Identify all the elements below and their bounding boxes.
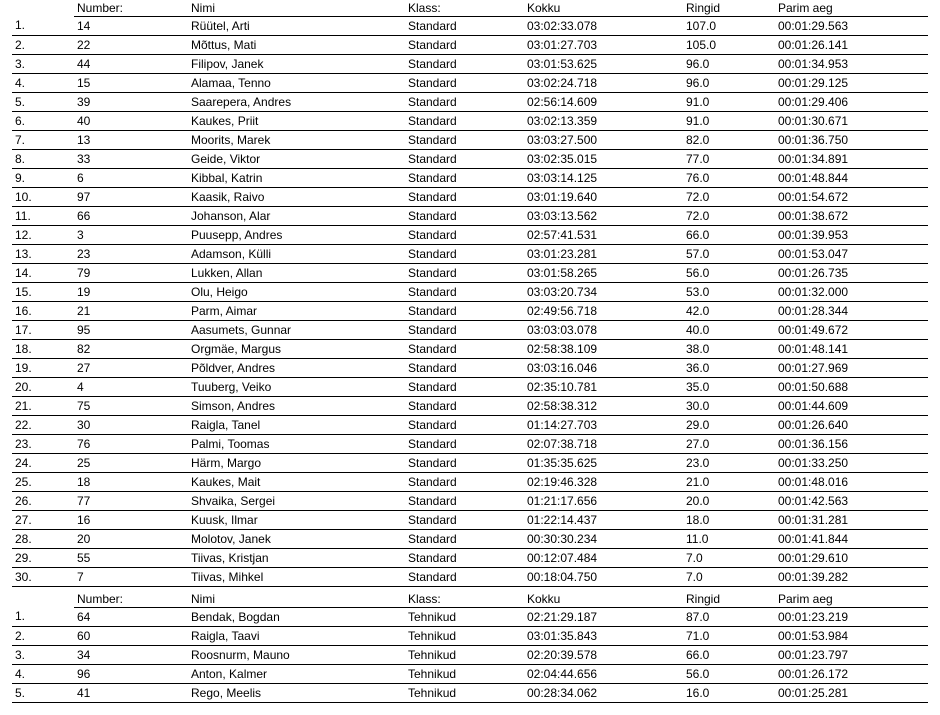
table-row [12, 549, 928, 568]
class-cell: Tehnikud [405, 627, 524, 646]
laps-cell: 11.0 [683, 530, 775, 549]
number-cell: 19 [74, 283, 188, 302]
table-row [12, 608, 928, 627]
position-cell: 12. [12, 226, 74, 245]
header-total: Kokku [524, 0, 683, 17]
number-cell: 20 [74, 530, 188, 549]
total-time-cell: 03:01:58.265 [524, 264, 683, 283]
table-row [12, 17, 928, 36]
laps-cell: 20.0 [683, 492, 775, 511]
number-cell: 21 [74, 302, 188, 321]
laps-cell: 66.0 [683, 646, 775, 665]
table-row [12, 112, 928, 131]
class-cell: Standard [405, 245, 524, 264]
class-cell: Standard [405, 492, 524, 511]
table-row [12, 530, 928, 549]
total-time-cell: 00:18:04.750 [524, 568, 683, 587]
total-time-cell: 00:28:34.062 [524, 684, 683, 703]
name-cell: Adamson, Külli [188, 245, 405, 264]
position-cell: 17. [12, 321, 74, 340]
header-position [12, 591, 74, 608]
total-time-cell: 03:02:33.078 [524, 17, 683, 36]
total-time-cell: 02:19:46.328 [524, 473, 683, 492]
header-class: Klass: [405, 0, 524, 17]
position-cell: 14. [12, 264, 74, 283]
name-cell: Molotov, Janek [188, 530, 405, 549]
best-lap-cell: 00:01:29.406 [775, 93, 928, 112]
number-cell: 77 [74, 492, 188, 511]
table-row [12, 321, 928, 340]
total-time-cell: 03:03:27.500 [524, 131, 683, 150]
number-cell: 15 [74, 74, 188, 93]
table-row [12, 397, 928, 416]
number-cell: 16 [74, 511, 188, 530]
laps-cell: 56.0 [683, 264, 775, 283]
table-row [12, 226, 928, 245]
name-cell: Puusepp, Andres [188, 226, 405, 245]
laps-cell: 42.0 [683, 302, 775, 321]
total-time-cell: 03:02:13.359 [524, 112, 683, 131]
number-cell: 75 [74, 397, 188, 416]
total-time-cell: 00:12:07.484 [524, 549, 683, 568]
position-cell: 7. [12, 131, 74, 150]
position-cell: 3. [12, 646, 74, 665]
name-cell: Tiivas, Kristjan [188, 549, 405, 568]
position-cell: 29. [12, 549, 74, 568]
class-cell: Standard [405, 530, 524, 549]
number-cell: 66 [74, 207, 188, 226]
name-cell: Moorits, Marek [188, 131, 405, 150]
header-laps: Ringid [683, 591, 775, 608]
header-best: Parim aeg [775, 0, 928, 17]
table-row [12, 74, 928, 93]
best-lap-cell: 00:01:26.640 [775, 416, 928, 435]
table-row [12, 283, 928, 302]
class-cell: Standard [405, 112, 524, 131]
results-table-tehnikud [12, 591, 928, 703]
number-cell: 22 [74, 36, 188, 55]
laps-cell: 27.0 [683, 435, 775, 454]
position-cell: 10. [12, 188, 74, 207]
position-cell: 27. [12, 511, 74, 530]
best-lap-cell: 00:01:29.125 [775, 74, 928, 93]
position-cell: 9. [12, 169, 74, 188]
table-row [12, 340, 928, 359]
total-time-cell: 03:03:20.734 [524, 283, 683, 302]
table-row [12, 55, 928, 74]
results-table-standard [12, 0, 928, 587]
best-lap-cell: 00:01:26.141 [775, 36, 928, 55]
best-lap-cell: 00:01:34.891 [775, 150, 928, 169]
laps-cell: 77.0 [683, 150, 775, 169]
number-cell: 18 [74, 473, 188, 492]
total-time-cell: 02:56:14.609 [524, 93, 683, 112]
laps-cell: 91.0 [683, 112, 775, 131]
table-row [12, 150, 928, 169]
position-cell: 19. [12, 359, 74, 378]
laps-cell: 21.0 [683, 473, 775, 492]
class-cell: Standard [405, 340, 524, 359]
class-cell: Standard [405, 549, 524, 568]
laps-cell: 82.0 [683, 131, 775, 150]
total-time-cell: 02:35:10.781 [524, 378, 683, 397]
best-lap-cell: 00:01:48.141 [775, 340, 928, 359]
name-cell: Simson, Andres [188, 397, 405, 416]
best-lap-cell: 00:01:23.219 [775, 608, 928, 627]
best-lap-cell: 00:01:32.000 [775, 283, 928, 302]
name-cell: Shvaika, Sergei [188, 492, 405, 511]
table-row [12, 302, 928, 321]
best-lap-cell: 00:01:26.172 [775, 665, 928, 684]
total-time-cell: 02:04:44.656 [524, 665, 683, 684]
class-cell: Standard [405, 454, 524, 473]
class-cell: Standard [405, 359, 524, 378]
laps-cell: 7.0 [683, 549, 775, 568]
name-cell: Kaasik, Raivo [188, 188, 405, 207]
table-row [12, 435, 928, 454]
header-name: Nimi [188, 0, 405, 17]
name-cell: Tiivas, Mihkel [188, 568, 405, 587]
class-cell: Standard [405, 435, 524, 454]
number-cell: 82 [74, 340, 188, 359]
position-cell: 1. [12, 608, 74, 627]
laps-cell: 91.0 [683, 93, 775, 112]
number-cell: 30 [74, 416, 188, 435]
position-cell: 15. [12, 283, 74, 302]
table-row [12, 359, 928, 378]
name-cell: Saarepera, Andres [188, 93, 405, 112]
name-cell: Aasumets, Gunnar [188, 321, 405, 340]
class-cell: Standard [405, 378, 524, 397]
name-cell: Raigla, Taavi [188, 627, 405, 646]
total-time-cell: 03:01:27.703 [524, 36, 683, 55]
number-cell: 41 [74, 684, 188, 703]
class-cell: Tehnikud [405, 665, 524, 684]
total-time-cell: 03:01:19.640 [524, 188, 683, 207]
number-cell: 6 [74, 169, 188, 188]
laps-cell: 36.0 [683, 359, 775, 378]
best-lap-cell: 00:01:54.672 [775, 188, 928, 207]
number-cell: 60 [74, 627, 188, 646]
laps-cell: 107.0 [683, 17, 775, 36]
class-cell: Standard [405, 226, 524, 245]
best-lap-cell: 00:01:23.797 [775, 646, 928, 665]
class-cell: Standard [405, 55, 524, 74]
header-total: Kokku [524, 591, 683, 608]
header-laps: Ringid [683, 0, 775, 17]
position-cell: 16. [12, 302, 74, 321]
position-cell: 6. [12, 112, 74, 131]
name-cell: Bendak, Bogdan [188, 608, 405, 627]
class-cell: Standard [405, 302, 524, 321]
position-cell: 20. [12, 378, 74, 397]
laps-cell: 30.0 [683, 397, 775, 416]
table-row [12, 473, 928, 492]
header-class: Klass: [405, 591, 524, 608]
total-time-cell: 02:57:41.531 [524, 226, 683, 245]
laps-cell: 72.0 [683, 188, 775, 207]
laps-cell: 16.0 [683, 684, 775, 703]
position-cell: 11. [12, 207, 74, 226]
best-lap-cell: 00:01:31.281 [775, 511, 928, 530]
table-row [12, 378, 928, 397]
total-time-cell: 03:02:24.718 [524, 74, 683, 93]
table-row [12, 264, 928, 283]
table-row [12, 245, 928, 264]
number-cell: 4 [74, 378, 188, 397]
position-cell: 2. [12, 627, 74, 646]
class-cell: Standard [405, 416, 524, 435]
best-lap-cell: 00:01:27.969 [775, 359, 928, 378]
laps-cell: 23.0 [683, 454, 775, 473]
best-lap-cell: 00:01:36.156 [775, 435, 928, 454]
table-row [12, 627, 928, 646]
position-cell: 24. [12, 454, 74, 473]
table-row [12, 169, 928, 188]
header-best: Parim aeg [775, 591, 928, 608]
name-cell: Johanson, Alar [188, 207, 405, 226]
table-row [12, 454, 928, 473]
total-time-cell: 03:03:16.046 [524, 359, 683, 378]
number-cell: 23 [74, 245, 188, 264]
table-row [12, 568, 928, 587]
laps-cell: 105.0 [683, 36, 775, 55]
class-cell: Standard [405, 264, 524, 283]
total-time-cell: 02:07:38.718 [524, 435, 683, 454]
best-lap-cell: 00:01:39.953 [775, 226, 928, 245]
name-cell: Lukken, Allan [188, 264, 405, 283]
position-cell: 28. [12, 530, 74, 549]
number-cell: 55 [74, 549, 188, 568]
table-row [12, 207, 928, 226]
best-lap-cell: 00:01:44.609 [775, 397, 928, 416]
position-cell: 2. [12, 36, 74, 55]
table-row [12, 684, 928, 703]
best-lap-cell: 00:01:42.563 [775, 492, 928, 511]
total-time-cell: 01:22:14.437 [524, 511, 683, 530]
class-cell: Standard [405, 17, 524, 36]
best-lap-cell: 00:01:38.672 [775, 207, 928, 226]
name-cell: Filipov, Janek [188, 55, 405, 74]
total-time-cell: 01:14:27.703 [524, 416, 683, 435]
total-time-cell: 03:01:23.281 [524, 245, 683, 264]
header-number: Number: [74, 0, 188, 17]
class-cell: Standard [405, 207, 524, 226]
table-row [12, 646, 928, 665]
total-time-cell: 03:03:13.562 [524, 207, 683, 226]
header-position [12, 0, 74, 17]
number-cell: 40 [74, 112, 188, 131]
total-time-cell: 03:02:35.015 [524, 150, 683, 169]
total-time-cell: 02:21:29.187 [524, 608, 683, 627]
position-cell: 8. [12, 150, 74, 169]
position-cell: 4. [12, 665, 74, 684]
class-cell: Standard [405, 568, 524, 587]
laps-cell: 71.0 [683, 627, 775, 646]
name-cell: Anton, Kalmer [188, 665, 405, 684]
position-cell: 26. [12, 492, 74, 511]
position-cell: 13. [12, 245, 74, 264]
table-row [12, 131, 928, 150]
table-row [12, 665, 928, 684]
number-cell: 95 [74, 321, 188, 340]
laps-cell: 87.0 [683, 608, 775, 627]
position-cell: 18. [12, 340, 74, 359]
name-cell: Kuusk, Ilmar [188, 511, 405, 530]
name-cell: Põldver, Andres [188, 359, 405, 378]
number-cell: 33 [74, 150, 188, 169]
best-lap-cell: 00:01:29.563 [775, 17, 928, 36]
best-lap-cell: 00:01:50.688 [775, 378, 928, 397]
name-cell: Kibbal, Katrin [188, 169, 405, 188]
laps-cell: 72.0 [683, 207, 775, 226]
total-time-cell: 01:21:17.656 [524, 492, 683, 511]
class-cell: Tehnikud [405, 684, 524, 703]
name-cell: Härm, Margo [188, 454, 405, 473]
class-cell: Standard [405, 131, 524, 150]
number-cell: 39 [74, 93, 188, 112]
number-cell: 64 [74, 608, 188, 627]
header-name: Nimi [188, 591, 405, 608]
name-cell: Geide, Viktor [188, 150, 405, 169]
table-header-row [12, 591, 928, 608]
class-cell: Standard [405, 321, 524, 340]
laps-cell: 53.0 [683, 283, 775, 302]
best-lap-cell: 00:01:36.750 [775, 131, 928, 150]
table-row [12, 36, 928, 55]
best-lap-cell: 00:01:28.344 [775, 302, 928, 321]
laps-cell: 38.0 [683, 340, 775, 359]
laps-cell: 57.0 [683, 245, 775, 264]
name-cell: Orgmäe, Margus [188, 340, 405, 359]
laps-cell: 56.0 [683, 665, 775, 684]
table-row [12, 416, 928, 435]
best-lap-cell: 00:01:41.844 [775, 530, 928, 549]
position-cell: 3. [12, 55, 74, 74]
class-cell: Standard [405, 169, 524, 188]
laps-cell: 29.0 [683, 416, 775, 435]
best-lap-cell: 00:01:34.953 [775, 55, 928, 74]
best-lap-cell: 00:01:26.735 [775, 264, 928, 283]
name-cell: Raigla, Tanel [188, 416, 405, 435]
name-cell: Roosnurm, Mauno [188, 646, 405, 665]
name-cell: Palmi, Toomas [188, 435, 405, 454]
name-cell: Rego, Meelis [188, 684, 405, 703]
total-time-cell: 02:58:38.312 [524, 397, 683, 416]
name-cell: Olu, Heigo [188, 283, 405, 302]
total-time-cell: 02:49:56.718 [524, 302, 683, 321]
position-cell: 22. [12, 416, 74, 435]
total-time-cell: 02:20:39.578 [524, 646, 683, 665]
number-cell: 76 [74, 435, 188, 454]
best-lap-cell: 00:01:29.610 [775, 549, 928, 568]
class-cell: Standard [405, 36, 524, 55]
name-cell: Tuuberg, Veiko [188, 378, 405, 397]
table-header-row [12, 0, 928, 17]
best-lap-cell: 00:01:39.282 [775, 568, 928, 587]
total-time-cell: 00:30:30.234 [524, 530, 683, 549]
total-time-cell: 03:01:53.625 [524, 55, 683, 74]
total-time-cell: 03:03:03.078 [524, 321, 683, 340]
number-cell: 34 [74, 646, 188, 665]
position-cell: 5. [12, 684, 74, 703]
class-cell: Standard [405, 188, 524, 207]
best-lap-cell: 00:01:48.844 [775, 169, 928, 188]
best-lap-cell: 00:01:25.281 [775, 684, 928, 703]
laps-cell: 40.0 [683, 321, 775, 340]
table-row [12, 511, 928, 530]
laps-cell: 96.0 [683, 74, 775, 93]
class-cell: Standard [405, 150, 524, 169]
position-cell: 21. [12, 397, 74, 416]
total-time-cell: 03:01:35.843 [524, 627, 683, 646]
name-cell: Alamaa, Tenno [188, 74, 405, 93]
class-cell: Tehnikud [405, 646, 524, 665]
number-cell: 3 [74, 226, 188, 245]
total-time-cell: 02:58:38.109 [524, 340, 683, 359]
best-lap-cell: 00:01:48.016 [775, 473, 928, 492]
laps-cell: 96.0 [683, 55, 775, 74]
total-time-cell: 03:03:14.125 [524, 169, 683, 188]
class-cell: Standard [405, 283, 524, 302]
number-cell: 79 [74, 264, 188, 283]
position-cell: 23. [12, 435, 74, 454]
laps-cell: 7.0 [683, 568, 775, 587]
laps-cell: 18.0 [683, 511, 775, 530]
laps-cell: 76.0 [683, 169, 775, 188]
header-number: Number: [74, 591, 188, 608]
number-cell: 13 [74, 131, 188, 150]
number-cell: 44 [74, 55, 188, 74]
position-cell: 25. [12, 473, 74, 492]
best-lap-cell: 00:01:49.672 [775, 321, 928, 340]
number-cell: 7 [74, 568, 188, 587]
total-time-cell: 01:35:35.625 [524, 454, 683, 473]
name-cell: Mõttus, Mati [188, 36, 405, 55]
name-cell: Kaukes, Mait [188, 473, 405, 492]
class-cell: Standard [405, 511, 524, 530]
number-cell: 25 [74, 454, 188, 473]
laps-cell: 35.0 [683, 378, 775, 397]
laps-cell: 66.0 [683, 226, 775, 245]
class-cell: Standard [405, 74, 524, 93]
position-cell: 5. [12, 93, 74, 112]
best-lap-cell: 00:01:53.984 [775, 627, 928, 646]
best-lap-cell: 00:01:33.250 [775, 454, 928, 473]
number-cell: 27 [74, 359, 188, 378]
table-row [12, 188, 928, 207]
table-row [12, 492, 928, 511]
class-cell: Standard [405, 473, 524, 492]
name-cell: Parm, Aimar [188, 302, 405, 321]
best-lap-cell: 00:01:30.671 [775, 112, 928, 131]
class-cell: Tehnikud [405, 608, 524, 627]
number-cell: 97 [74, 188, 188, 207]
class-cell: Standard [405, 397, 524, 416]
best-lap-cell: 00:01:53.047 [775, 245, 928, 264]
position-cell: 1. [12, 17, 74, 36]
number-cell: 96 [74, 665, 188, 684]
name-cell: Rüütel, Arti [188, 17, 405, 36]
table-row [12, 93, 928, 112]
class-cell: Standard [405, 93, 524, 112]
number-cell: 14 [74, 17, 188, 36]
position-cell: 4. [12, 74, 74, 93]
position-cell: 30. [12, 568, 74, 587]
name-cell: Kaukes, Priit [188, 112, 405, 131]
